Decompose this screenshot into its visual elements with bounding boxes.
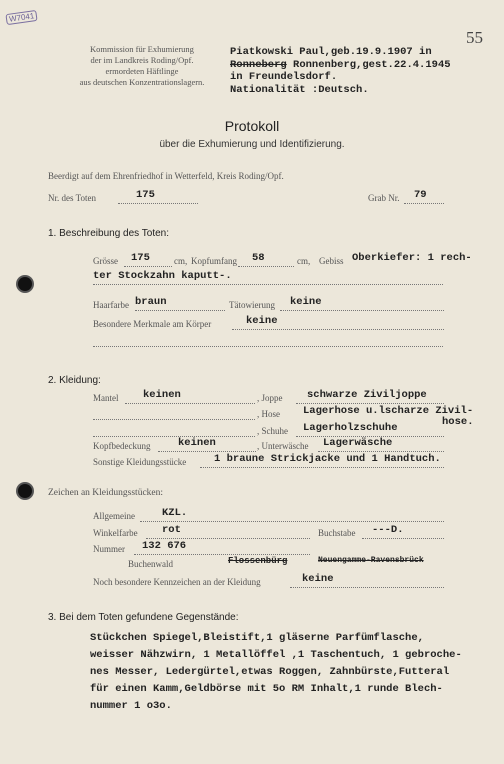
sonstige-value: 1 braune Strickjacke und 1 Handtuch. [214, 453, 441, 465]
joppe-label: , Joppe [257, 393, 283, 403]
camp-buchenwald: Buchenwald [128, 559, 173, 569]
section-2-heading: 2. Kleidung: [48, 375, 101, 386]
haarfarbe-label: Haarfarbe [93, 300, 129, 310]
items-line: für einen Kamm,Geldbörse mit 5o RM Inhalt,1 runde Blech- [90, 683, 443, 695]
noch-label: Noch besondere Kennzeichen an der Kleidung [93, 577, 261, 587]
allgemeine-value: KZL. [162, 507, 188, 519]
merkmale-label: Besondere Merkmale am Körper [93, 319, 212, 329]
camp-struck-2: Neuengamme-Ravensbrück [318, 556, 424, 565]
buchstabe-value: ---D. [372, 524, 404, 536]
commission-line: der im Landkreis Roding/Opf. [90, 55, 194, 65]
punch-hole-bottom [18, 484, 32, 498]
kopfumfang-value: 58 [252, 252, 265, 264]
taetowierung-value: keine [290, 296, 322, 308]
merkmale-value: keine [246, 315, 278, 327]
unterwaesche-label: , Unterwäsche [257, 441, 309, 451]
cm-label-2: cm, [297, 256, 311, 266]
page-number: 55 [466, 28, 483, 47]
mantel-label: Mantel [93, 393, 119, 403]
commission-line: aus deutschen Konzentrationslagern. [79, 77, 205, 87]
person-line: Piatkowski Paul,geb.19.9.1907 in [230, 46, 432, 58]
kopfbedeckung-value: keinen [178, 437, 216, 449]
cm-label-1: cm, [174, 256, 188, 266]
mantel-value: keinen [143, 389, 181, 401]
commission-line: ermordeten Häftlinge [105, 66, 179, 76]
commission-header [62, 44, 222, 88]
schuhe-value: Lagerholzschuhe [303, 422, 398, 434]
noch-value: keine [302, 573, 334, 585]
archive-stamp: W7041 [5, 10, 38, 25]
grab-value: 79 [414, 189, 427, 201]
gebiss-value-line2: ter Stockzahn kaputt-. [93, 270, 232, 282]
gebiss-label: Gebiss [319, 256, 344, 266]
hose-value: Lagerhose u.lscharze Zivil- [303, 405, 474, 417]
grab-label: Grab Nr. [368, 193, 400, 203]
taetowierung-label: Tätowierung [229, 300, 275, 310]
kopfumfang-label: Kopfumfang [191, 256, 237, 266]
schuhe-label: , Schuhe [257, 426, 288, 436]
items-line: Stückchen Spiegel,Bleistift,1 gläserne Parfümflasche, [90, 632, 424, 644]
hose-label: , Hose [257, 409, 280, 419]
zeichen-heading: Zeichen an Kleidungsstücken: [48, 488, 164, 498]
struck-birthplace: Ronneberg [230, 58, 287, 71]
person-header [230, 46, 451, 96]
unterwaesche-value: Lagerwäsche [323, 437, 393, 449]
gebiss-value: Oberkiefer: 1 rech- [352, 252, 472, 264]
nummer-value: 132 676 [142, 540, 187, 552]
items-line: nes Messer, Ledergürtel,etwas Roggen, Zahnbürste,Futteral [90, 666, 450, 678]
groesse-value: 175 [131, 252, 150, 264]
nummer-label: Nummer [93, 544, 125, 554]
winkelfarbe-value: rot [162, 524, 181, 536]
winkelfarbe-label: Winkelfarbe [93, 528, 138, 538]
page-title: Protokoll [224, 118, 280, 134]
camp-struck-1: Flossenbürg [228, 556, 288, 566]
punch-hole-top [18, 277, 32, 291]
allgemeine-label: Allgemeine [93, 511, 135, 521]
sonstige-label: Sonstige Kleidungsstücke [93, 457, 187, 467]
groesse-label: Grösse [93, 256, 118, 266]
items-found [90, 630, 462, 715]
commission-line: Kommission für Exhumierung [90, 44, 194, 54]
buchstabe-label: Buchstabe [318, 528, 356, 538]
burial-label: Beerdigt auf dem Ehrenfriedhof in Wetterfeld, Kreis Roding/Opf. [48, 171, 284, 181]
kopfbedeckung-label: Kopfbedeckung [93, 441, 151, 451]
haarfarbe-value: braun [135, 296, 167, 308]
joppe-value: schwarze Ziviljoppe [307, 389, 427, 401]
items-line: weisser Nähzwirn, 1 Metallöffel ,1 Taschentuch, 1 gebroche- [90, 649, 462, 661]
birthplace-death: Ronnenberg,gest.22.4.1945 [293, 58, 451, 71]
nr-label: Nr. des Toten [48, 193, 96, 203]
hose-value-line2: hose. [442, 416, 474, 428]
person-line: in Freundelsdorf. [230, 71, 338, 83]
section-3-heading: 3. Bei dem Toten gefundene Gegenstände: [48, 612, 239, 623]
person-line: Nationalität :Deutsch. [230, 83, 369, 96]
items-line: nummer 1 o3o. [90, 700, 172, 712]
person-line [230, 59, 451, 72]
nr-value: 175 [136, 189, 155, 201]
section-1-heading: 1. Beschreibung des Toten: [48, 228, 170, 239]
page-subtitle: über die Exhumierung und Identifizierung. [159, 139, 345, 150]
